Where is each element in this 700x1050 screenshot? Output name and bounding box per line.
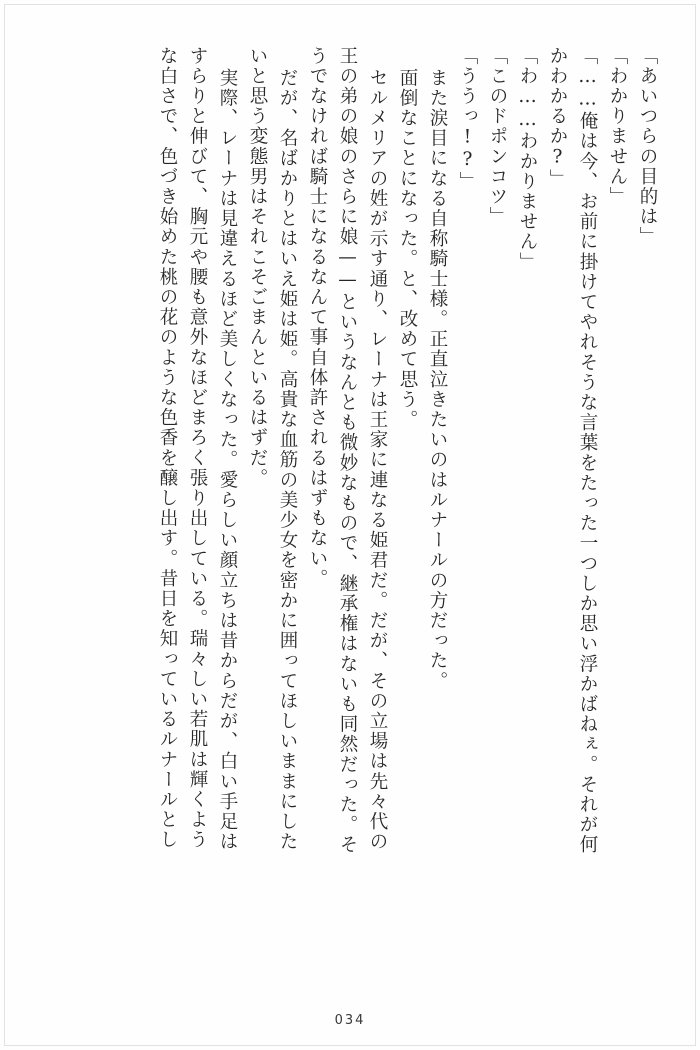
text-line: うでなければ騎士になるなんて事自体許されるはずもない。 [307, 46, 328, 589]
text-line: だが、名ばかりとはいえ姫は姫。高貴な血筋の美少女を密かに囲ってほしいままにした [277, 68, 298, 852]
text-line: 「……俺は今、お前に掛けてやれそうな言葉をたった一つしか思い浮かばねぇ。それが何 [577, 46, 598, 855]
text-line: 「わ……わかりません」 [517, 46, 538, 273]
vertical-text-body [40, 46, 662, 966]
text-line: 「わかりません」 [607, 46, 628, 207]
text-line: 「このドポンコツ」 [487, 46, 508, 227]
text-line: いと思う変態男はそれこそごまんといるはずだ。 [247, 46, 268, 489]
text-line: セルメリアの姓が示す通り、レーナは王家に連なる姫君だ。だが、その立場は先々代の [367, 68, 388, 852]
text-line: かわかるか?」 [547, 46, 568, 190]
text-line: すらりと伸びて、胸元や腰も意外なほどまろく張り出している。瑞々しい若肌は輝くよう [187, 46, 208, 850]
text-line: 「ううっ!?」 [457, 46, 478, 192]
text-line: 王の弟の娘のさらに娘——というなんとも微妙なもので、継承権はないも同然だった。そ [337, 46, 358, 855]
page-number: 034 [334, 1013, 366, 1028]
text-line: 面倒なことになった。と、改めて思う。 [397, 68, 418, 430]
text-line: 「あいつらの目的は」 [637, 46, 658, 247]
text-line: な白さで、色づき始めた桃の花のような色香を醸し出す。昔日を知っているルナールとし [157, 46, 178, 850]
text-line: 実際、レーナは見違えるほど美しくなった。愛らしい顔立ちは昔からだが、白い手足は [217, 68, 238, 852]
text-line: また涙目になる自称騎士様。正直泣きたいのはルナールの方だった。 [427, 68, 448, 692]
